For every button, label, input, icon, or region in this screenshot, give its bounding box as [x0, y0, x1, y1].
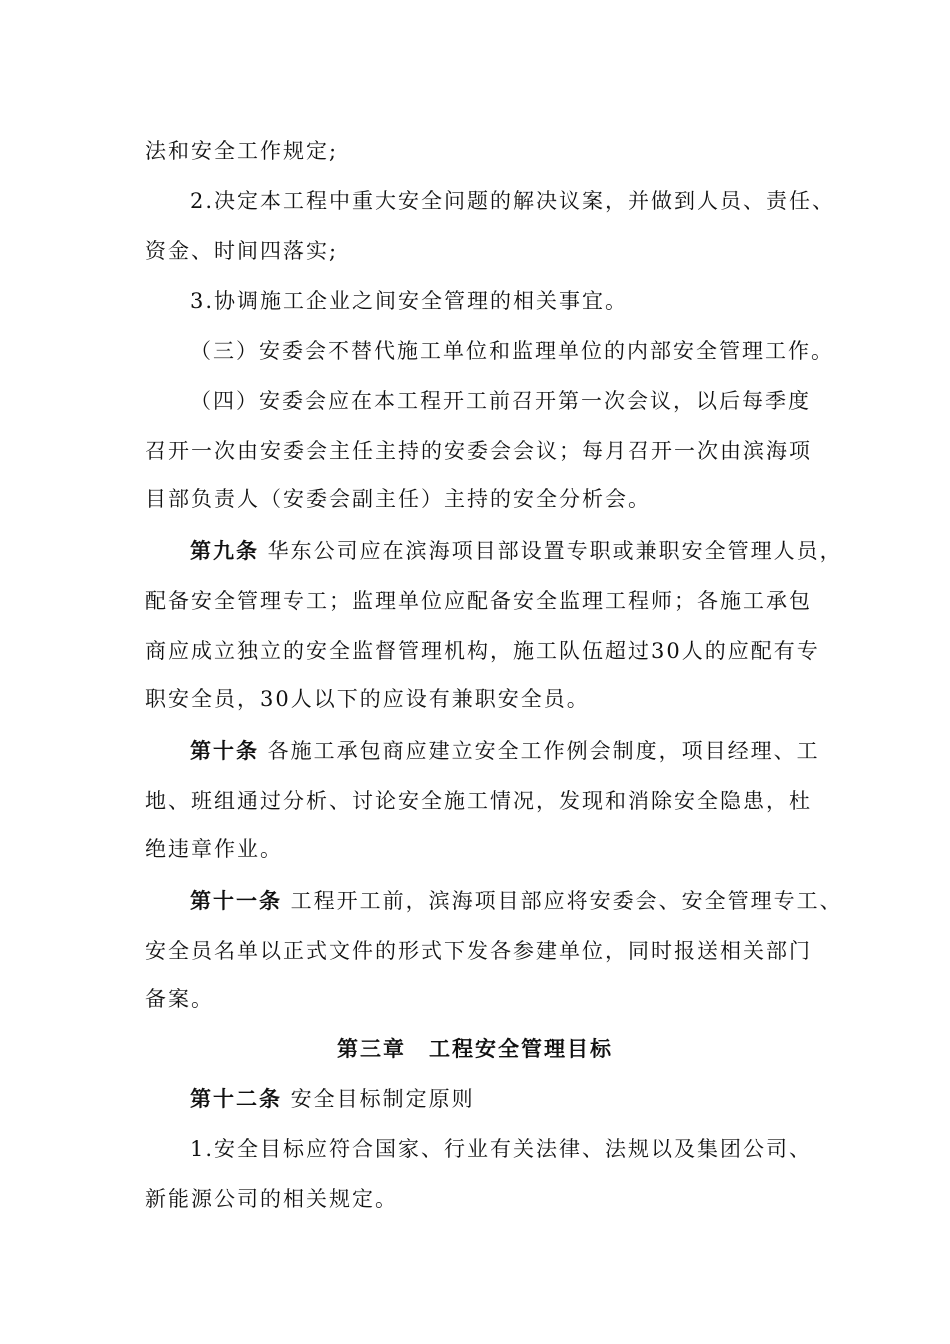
paragraph-line [145, 684, 835, 714]
paragraph-line [145, 436, 835, 466]
line-text: 1.安全目标应符合国家、行业有关法律、法规以及集团公司、 [190, 1137, 813, 1161]
line-text: 新能源公司的相关规定。 [145, 1187, 398, 1211]
article-number: 第十一条 [190, 888, 282, 913]
line-text: 2.决定本工程中重大安全问题的解决议案，并做到人员、责任、 [190, 189, 836, 213]
line-text: （四）安委会应在本工程开工前召开第一次会议，以后每季度 [190, 389, 811, 413]
paragraph-line [190, 1134, 835, 1164]
line-text: 备案。 [145, 987, 214, 1011]
line-text: 法和安全工作规定; [145, 139, 339, 163]
paragraph-line [145, 636, 835, 666]
line-text: 各施工承包商应建立安全工作例会制度，项目经理、工 [259, 739, 820, 763]
article-line [190, 736, 835, 766]
paragraph-line [145, 484, 835, 514]
article-number: 第十条 [190, 738, 259, 763]
line-text: （三）安委会不替代施工单位和监理单位的内部安全管理工作。 [190, 339, 834, 363]
line-text: 配备安全管理专工；监理单位应配备安全监理工程师；各施工承包 [145, 589, 812, 613]
article-line [190, 1084, 835, 1114]
line-text: 3.协调施工企业之间安全管理的相关事宜。 [190, 289, 629, 313]
paragraph-line [190, 286, 835, 316]
line-text: 商应成立独立的安全监督管理机构，施工队伍超过30人的应配有专 [145, 639, 820, 663]
paragraph-line [145, 136, 835, 166]
line-text: 召开一次由安委会主任主持的安委会会议；每月召开一次由滨海项 [145, 439, 812, 463]
paragraph-line [145, 1184, 835, 1214]
paragraph-line [145, 586, 835, 616]
line-text: 绝违章作业。 [145, 837, 283, 861]
line-text: 目部负责人（安委会副主任）主持的安全分析会。 [145, 487, 651, 511]
paragraph-line [145, 236, 835, 266]
line-text: 职安全员，30人以下的应设有兼职安全员。 [145, 687, 590, 711]
paragraph-line [145, 984, 835, 1014]
line-text: 资金、时间四落实; [145, 239, 339, 263]
paragraph-line [145, 936, 835, 966]
line-text: 安全员名单以正式文件的形式下发各参建单位，同时报送相关部门 [145, 939, 812, 963]
paragraph-line [145, 834, 835, 864]
paragraph-line [190, 386, 835, 416]
article-line [190, 886, 843, 916]
paragraph-line [190, 186, 835, 216]
article-number: 第十二条 [190, 1086, 282, 1111]
line-text: 华东公司应在滨海项目部设置专职或兼职安全管理人员， [259, 539, 843, 563]
line-text: 安全目标制定原则 [282, 1087, 475, 1111]
line-text: 工程开工前，滨海项目部应将安委会、安全管理专工、 [282, 889, 843, 913]
line-text: 地、班组通过分析、讨论安全施工情况，发现和消除安全隐患，杜 [145, 789, 812, 813]
chapter-heading: 第三章 工程安全管理目标 [337, 1036, 613, 1061]
article-number: 第九条 [190, 538, 259, 563]
paragraph-line [145, 786, 835, 816]
paragraph-line [190, 336, 835, 366]
article-line [190, 536, 843, 566]
